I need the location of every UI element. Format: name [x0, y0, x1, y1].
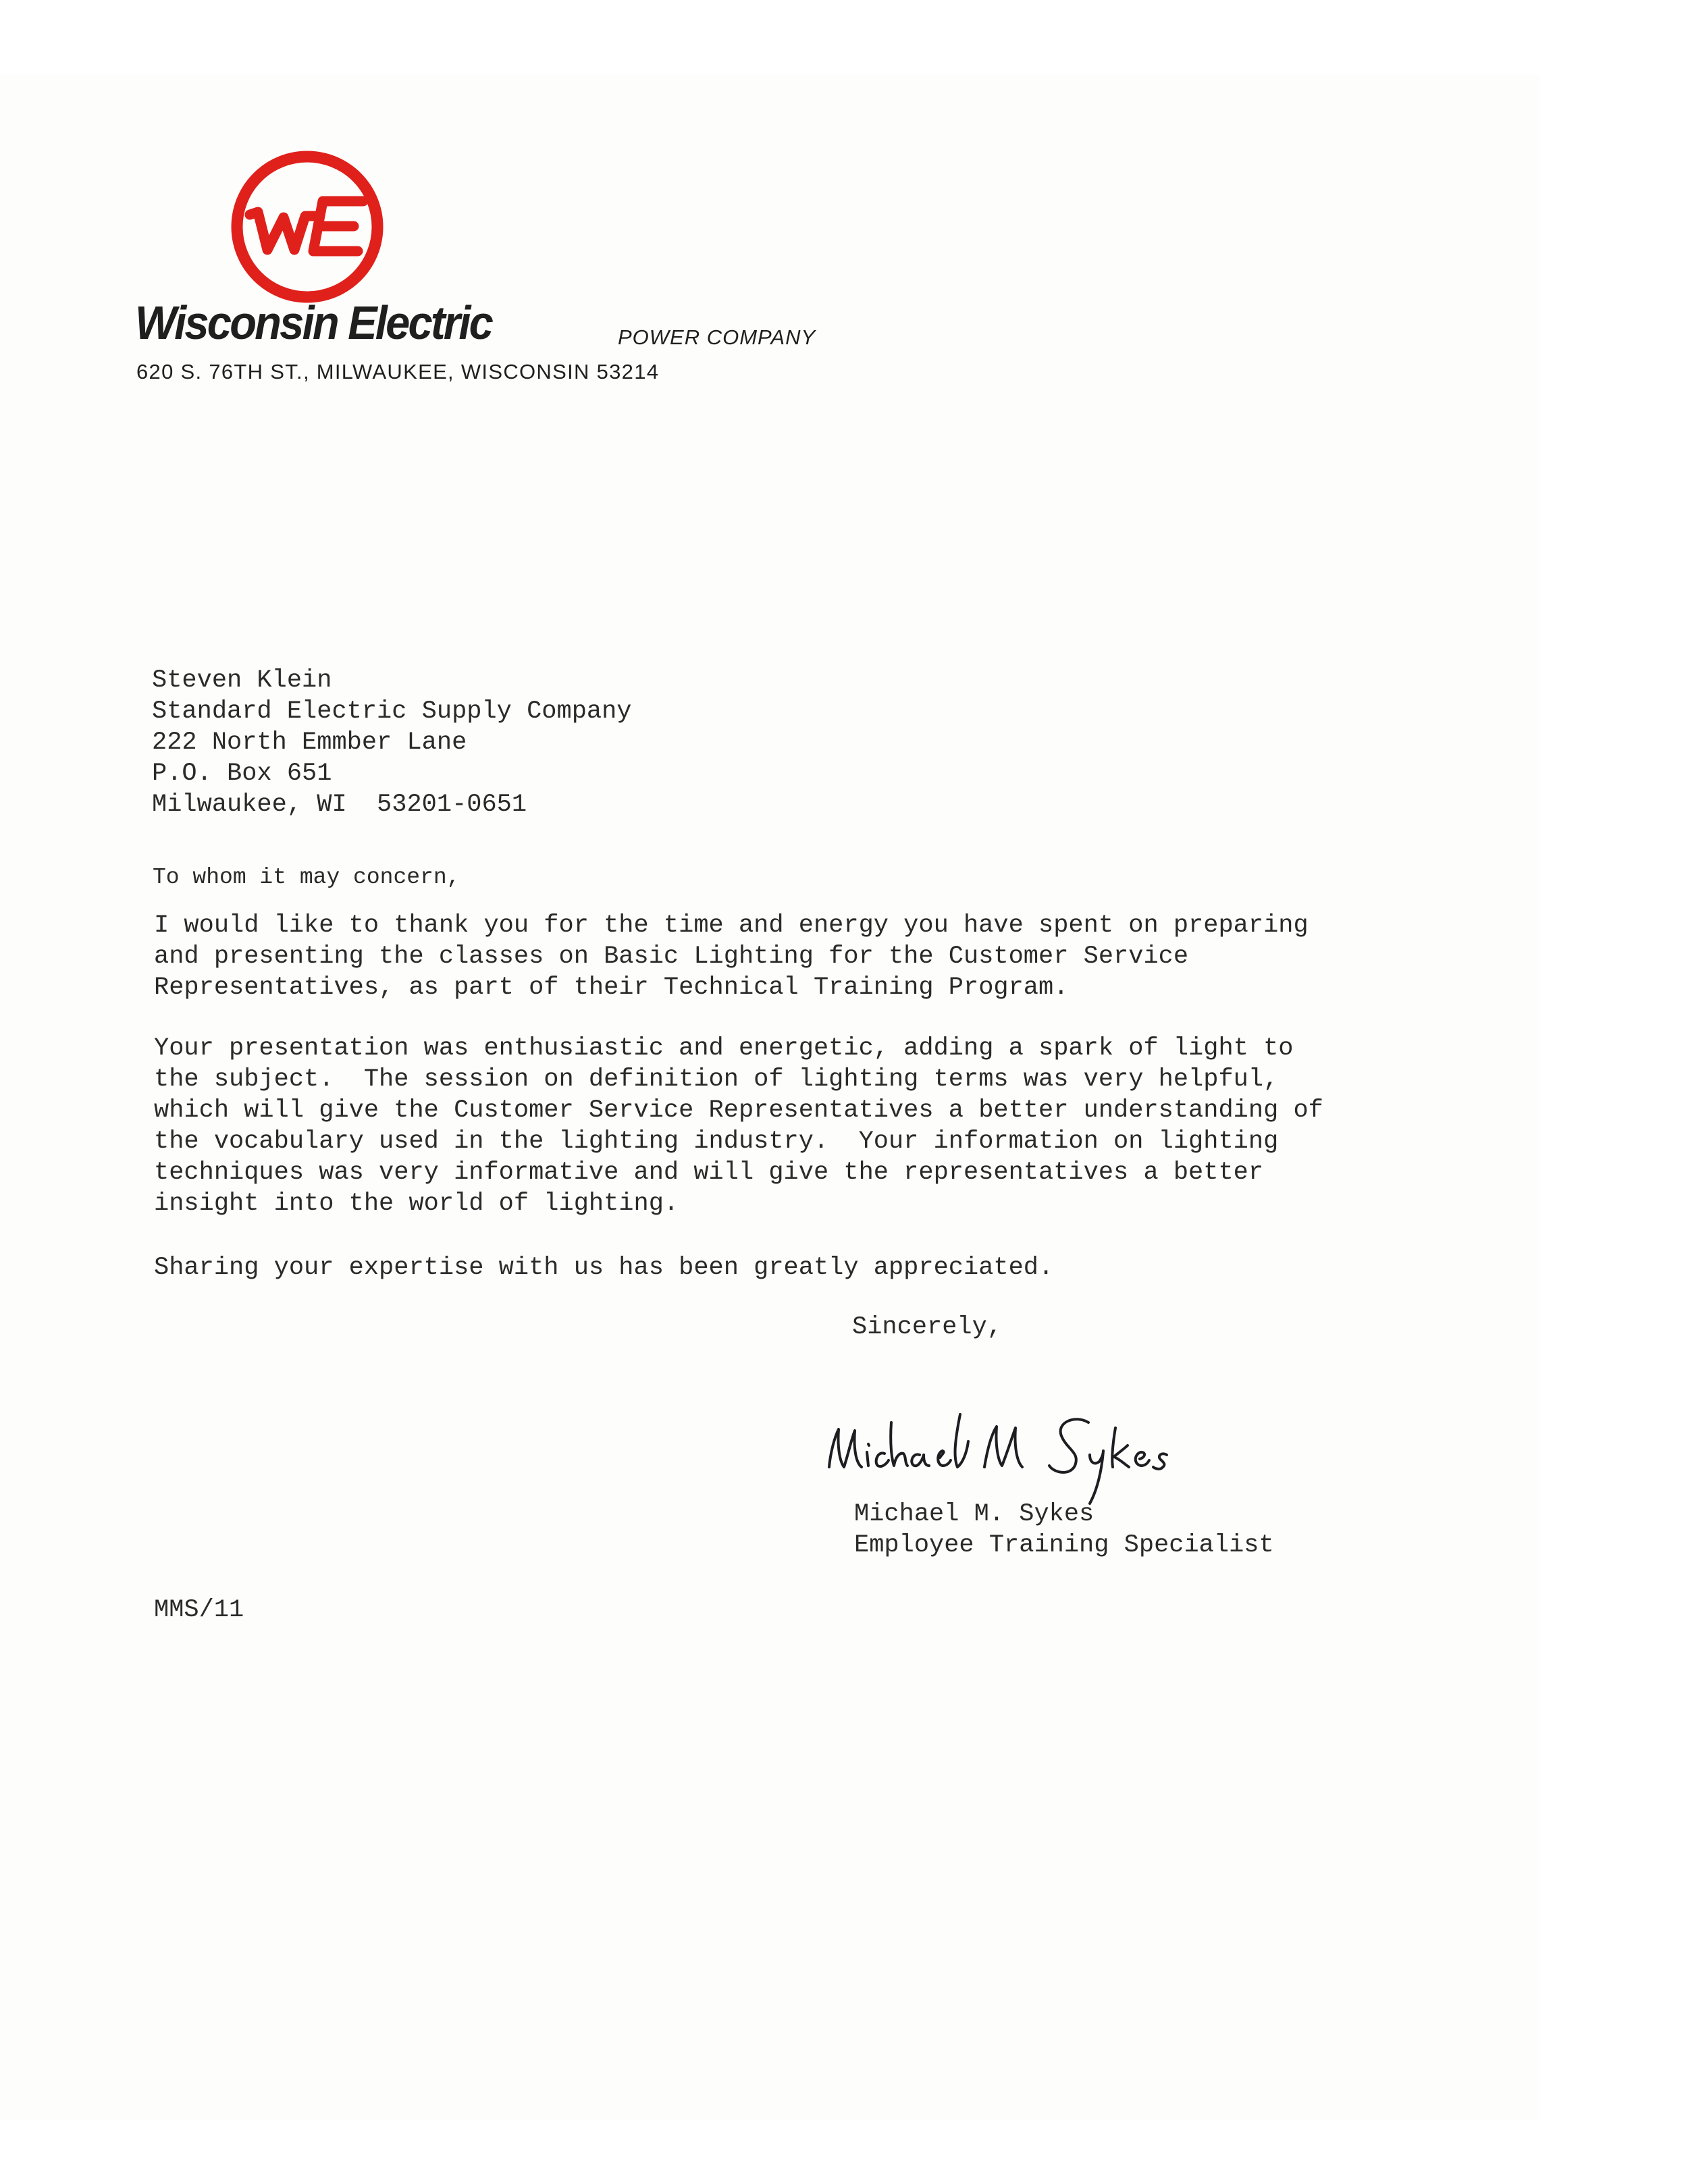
- body-line: and presenting the classes on Basic Lighting for the Customer Service: [154, 942, 1189, 971]
- closing: Sincerely,: [852, 1313, 1003, 1341]
- reference-initials: MMS/11: [154, 1596, 244, 1624]
- signer-name: Michael M. Sykes: [854, 1500, 1094, 1528]
- signer-title: Employee Training Specialist: [854, 1531, 1274, 1560]
- body-line: the subject. The session on definition of lighting terms was very helpful,: [154, 1065, 1279, 1094]
- recipient-line: 222 North Emmber Lane: [152, 728, 467, 757]
- company-address: 620 S. 76TH ST., MILWAUKEE, WISCONSIN 53214: [136, 360, 660, 383]
- recipient-address-block: [152, 665, 632, 820]
- body-paragraph-1: [154, 910, 1309, 1003]
- company-subtitle: POWER COMPANY: [618, 325, 816, 349]
- body-line: insight into the world of lighting.: [154, 1190, 679, 1218]
- body-paragraph-3: [154, 1252, 1053, 1283]
- handwritten-signature: [810, 1387, 1188, 1509]
- company-logo-icon: [228, 150, 386, 304]
- body-line: techniques was very informative and will give the representatives a better: [154, 1158, 1264, 1187]
- body-line: the vocabulary used in the lighting industry. Your information on lighting: [154, 1127, 1279, 1156]
- recipient-line: Steven Klein: [152, 666, 332, 695]
- recipient-line: P.O. Box 651: [152, 760, 332, 788]
- salutation: To whom it may concern,: [153, 865, 460, 890]
- company-name: Wisconsin Electric: [135, 296, 492, 349]
- body-line: Sharing your expertise with us has been greatly appreciated.: [154, 1254, 1054, 1282]
- recipient-line: Standard Electric Supply Company: [152, 697, 632, 726]
- signer-block: [854, 1499, 1274, 1561]
- company-name-line: [135, 296, 816, 350]
- body-line: which will give the Customer Service Representatives a better understanding of: [154, 1096, 1323, 1125]
- body-line: Your presentation was enthusiastic and energetic, adding a spark of light to: [154, 1034, 1294, 1063]
- body-line: Representatives, as part of their Technical Training Program.: [154, 974, 1069, 1002]
- recipient-line: Milwaukee, WI 53201-0651: [152, 791, 527, 819]
- body-paragraph-2: [154, 1033, 1323, 1219]
- body-line: I would like to thank you for the time and energy you have spent on preparing: [154, 911, 1309, 940]
